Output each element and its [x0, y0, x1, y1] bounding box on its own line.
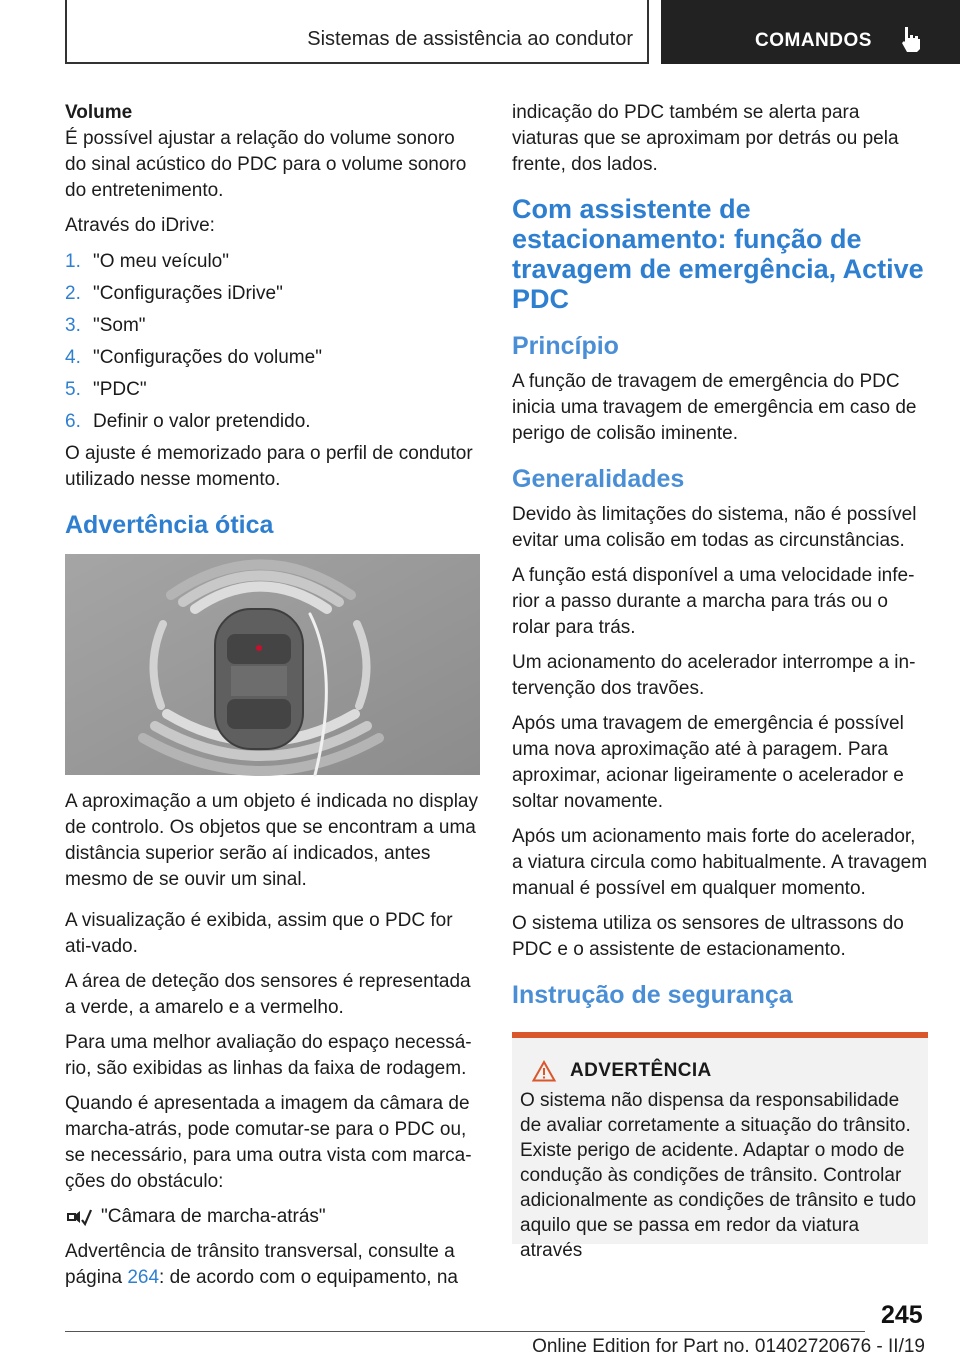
- list-item: [65, 249, 480, 275]
- list-item: [65, 281, 480, 307]
- general-text-3: Um acionamento do acelerador interrompe a in-tervenção dos travões.: [512, 652, 916, 699]
- main-heading: Com assistente de estacionamento: função de travagem de emergência, Active PDC: [512, 194, 924, 314]
- step-number: 6.: [65, 411, 81, 432]
- detection-area-text: A área de deteção dos sensores é representada a verde, a amarelo e a vermelho.: [65, 971, 471, 1018]
- general-text-2: A função está disponível a uma velocidade infe-rior a passo durante a marcha para trás ou o rolar para trás.: [512, 565, 915, 638]
- camera-switch-text: Quando é apresentada a imagem da câmara de marcha-atrás, pode comutar-se para o PDC ou, se necessário, para uma outra vista com marca-ções do obstáculo:: [65, 1093, 472, 1192]
- step-text: "PDC": [93, 379, 147, 400]
- idrive-steps: [65, 249, 480, 435]
- step-text: "Configurações iDrive": [93, 283, 283, 304]
- general-text-6: O sistema utiliza os sensores de ultrassons do PDC e o assistente de estacionamento.: [512, 913, 904, 960]
- approach-text: A aproximação a um objeto é indicada no display de controlo. Os objetos que se encontram a uma distância superior serão aí indicados, antes mesmo de se ouvir um sinal.: [65, 791, 478, 890]
- step-text: "Som": [93, 315, 146, 336]
- lane-lines-text: Para uma melhor avaliação do espaço necessá-rio, são exibidas as linhas da faixa de rodagem.: [65, 1032, 472, 1079]
- safety-heading: Instrução de segurança: [512, 981, 793, 1009]
- rear-camera-icon: [65, 1206, 93, 1228]
- general-heading: Generalidades: [512, 465, 685, 493]
- step-number: 5.: [65, 379, 81, 400]
- warning-title: ADVERTÊNCIA: [570, 1060, 712, 1081]
- list-item: [65, 313, 480, 339]
- continuation-text: indicação do PDC também se alerta para viaturas que se aproximam por detrás ou pela frente, dos lados.: [512, 102, 899, 175]
- step-number: 1.: [65, 251, 81, 272]
- step-text: "Configurações do volume": [93, 347, 322, 368]
- warning-box: [512, 1032, 928, 1261]
- right-column: [512, 100, 930, 1261]
- warning-text: O sistema não dispensa da responsabilidade de avaliar corretamente a situação do trânsito. Existe perigo de acidente. Adaptar o modo de condução às condições de trânsito. Controlar adicionalmente as condições de trânsito e tudo aquilo que se passa em redor da viatura através: [520, 1090, 917, 1261]
- pointing-hand-icon: [899, 25, 923, 53]
- general-text-4: Após uma travagem de emergência é possível uma nova aproximação até à paragem. Para aproximar, acionar ligeiramente o acelerador e soltar novamente.: [512, 713, 904, 812]
- optical-warning-heading: Advertência ótica: [65, 511, 274, 539]
- volume-heading: Volume: [65, 102, 133, 123]
- chapter-title: COMANDOS: [755, 30, 872, 51]
- step-number: 3.: [65, 315, 81, 336]
- footer-divider: [65, 1331, 865, 1332]
- step-number: 2.: [65, 283, 81, 304]
- header-section-box: [65, 0, 649, 64]
- volume-text: É possível ajustar a relação do volume sonoro do sinal acústico do PDC para o volume sonoro do entretenimento.: [65, 128, 467, 201]
- display-activation-text: A visualização é exibida, assim que o PDC for ati-vado.: [65, 910, 453, 957]
- list-item: [65, 345, 480, 371]
- general-text-1: Devido às limitações do sistema, não é possível evitar uma colisão em todas as circunstâncias.: [512, 504, 917, 551]
- principle-heading: Princípio: [512, 332, 619, 360]
- chapter-tab[interactable]: [661, 0, 960, 64]
- warning-triangle-icon: [532, 1060, 556, 1082]
- page-number: 245: [881, 1301, 923, 1329]
- step-text: "O meu veículo": [93, 251, 229, 272]
- pdc-display-illustration: [65, 554, 480, 775]
- camera-option: [65, 1204, 480, 1230]
- principle-text: A função de travagem de emergência do PDC inicia uma travagem de emergência em caso de perigo de colisão iminente.: [512, 371, 917, 444]
- idrive-intro: Através do iDrive:: [65, 215, 215, 236]
- warning-title-row: [532, 1060, 920, 1082]
- memorized-text: O ajuste é memorizado para o perfil de condutor utilizado nesse momento.: [65, 443, 473, 490]
- step-number: 4.: [65, 347, 81, 368]
- list-item: [65, 409, 480, 435]
- cross-traffic-text: Advertência de trânsito transversal, consulte a página 264: de acordo com o equipamento, na: [65, 1241, 458, 1288]
- list-item: [65, 377, 480, 403]
- camera-label: "Câmara de marcha-atrás": [101, 1206, 326, 1227]
- edition-text: Online Edition for Part no. 01402720676 - II/19: [532, 1336, 925, 1357]
- page-link[interactable]: 264: [127, 1267, 160, 1288]
- section-title: Sistemas de assistência ao condutor: [307, 28, 633, 50]
- step-text: Definir o valor pretendido.: [93, 411, 311, 432]
- left-column: [65, 100, 480, 1300]
- general-text-5: Após um acionamento mais forte do acelerador, a viatura circula como habitualmente. A travagem manual é possível em qualquer momento.: [512, 826, 928, 899]
